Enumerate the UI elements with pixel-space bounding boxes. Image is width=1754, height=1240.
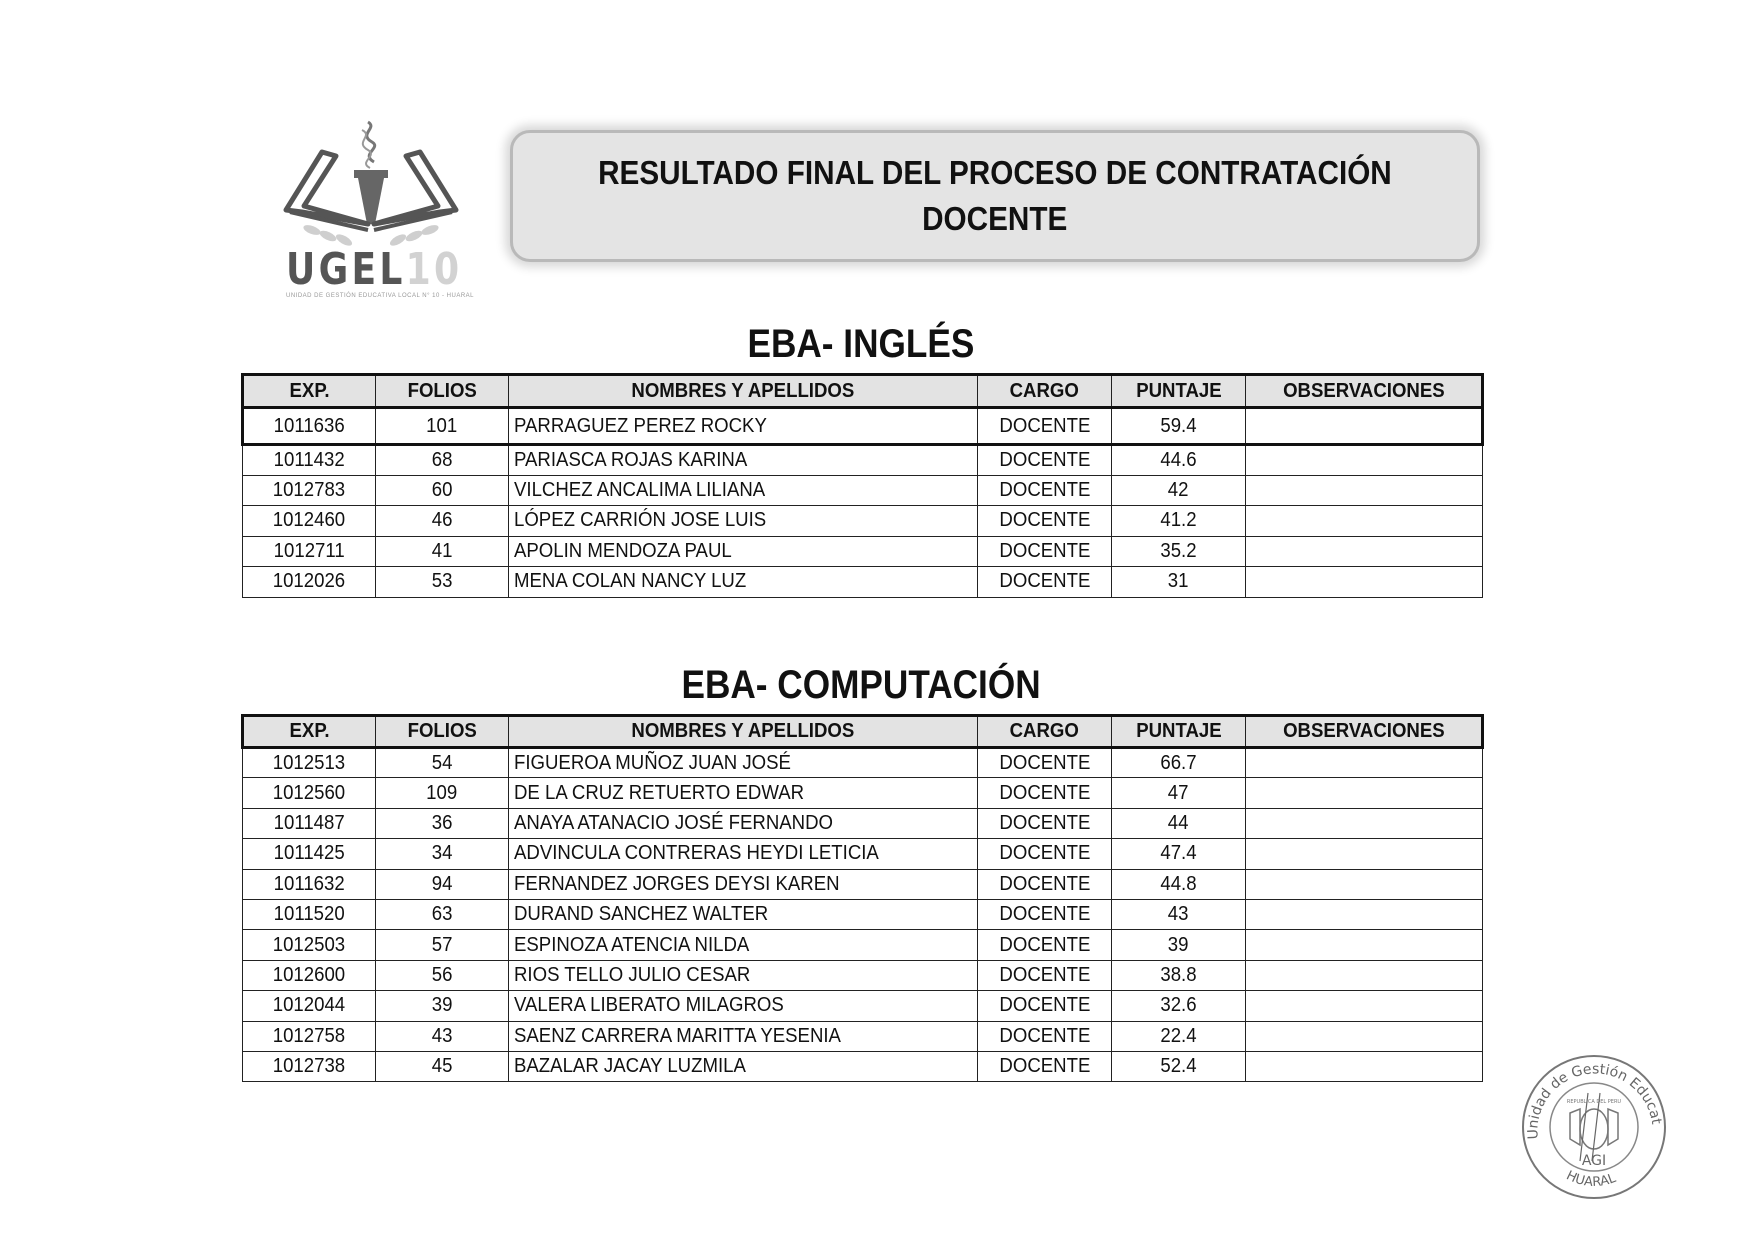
cell-cargo: DOCENTE [978,869,1112,899]
section-title-ingles [241,322,1481,366]
cell-observaciones [1246,869,1483,899]
page-title-line1: RESULTADO FINAL DEL PROCESO DE CONTRATACIÓN [598,154,1392,191]
cell-cargo: DOCENTE [978,778,1112,808]
cell-puntaje: 38.8 [1112,960,1246,990]
table-row [243,408,1483,445]
col-header-puntaje: PUNTAJE [1112,716,1246,748]
cell-cargo: DOCENTE [978,1051,1112,1081]
cell-folios: 68 [376,445,509,476]
cell-puntaje: 31 [1112,567,1246,598]
cell-cargo: DOCENTE [978,960,1112,990]
cell-cargo: DOCENTE [978,748,1112,778]
cell-cargo: DOCENTE [978,1021,1112,1051]
table-row [243,839,1483,869]
col-header-cargo: CARGO [978,375,1112,408]
col-header-observaciones: OBSERVACIONES [1246,716,1483,748]
cell-observaciones [1246,991,1483,1021]
cell-exp: 1012783 [243,475,376,506]
cell-nombre: BAZALAR JACAY LUZMILA [509,1051,978,1081]
cell-observaciones [1246,899,1483,929]
results-table-computacion [241,714,1484,1082]
cell-exp: 1011425 [243,839,376,869]
cell-observaciones [1246,930,1483,960]
cell-observaciones [1246,778,1483,808]
page-title-line2: DOCENTE [922,200,1068,237]
cell-puntaje: 44.8 [1112,869,1246,899]
col-header-observaciones: OBSERVACIONES [1246,375,1483,408]
table-row [243,1051,1483,1081]
table-header-row [243,375,1483,408]
cell-observaciones [1246,1051,1483,1081]
cell-nombre: PARRAGUEZ PEREZ ROCKY [509,408,978,445]
col-header-folios: FOLIOS [376,716,509,748]
cell-exp: 1011432 [243,445,376,476]
table-row [243,475,1483,506]
cell-folios: 39 [376,991,509,1021]
cell-nombre: VALERA LIBERATO MILAGROS [509,991,978,1021]
cell-folios: 53 [376,567,509,598]
table-header-row [243,716,1483,748]
cell-puntaje: 66.7 [1112,748,1246,778]
cell-cargo: DOCENTE [978,930,1112,960]
cell-observaciones [1246,408,1483,445]
cell-cargo: DOCENTE [978,899,1112,929]
cell-exp: 1012460 [243,506,376,537]
cell-folios: 43 [376,1021,509,1051]
cell-nombre: VILCHEZ ANCALIMA LILIANA [509,475,978,506]
col-header-cargo: CARGO [978,716,1112,748]
cell-nombre: FERNANDEZ JORGES DEYSI KAREN [509,869,978,899]
cell-exp: 1012044 [243,991,376,1021]
cell-folios: 45 [376,1051,509,1081]
cell-folios: 109 [376,778,509,808]
cell-folios: 63 [376,899,509,929]
official-seal-stamp [1520,1053,1668,1201]
cell-nombre: PARIASCA ROJAS KARINA [509,445,978,476]
cell-exp: 1012026 [243,567,376,598]
table-row [243,960,1483,990]
table-row [243,899,1483,929]
logo-subtitle: UNIDAD DE GESTIÓN EDUCATIVA LOCAL N° 10 - HUARAL [286,293,474,299]
cell-puntaje: 44.6 [1112,445,1246,476]
cell-observaciones [1246,536,1483,567]
svg-text:HUARAL: HUARAL [1563,1168,1618,1191]
cell-cargo: DOCENTE [978,408,1112,445]
cell-nombre: DURAND SANCHEZ WALTER [509,899,978,929]
col-header-folios: FOLIOS [376,375,509,408]
section-title-computacion [241,663,1481,707]
cell-nombre: FIGUEROA MUÑOZ JUAN JOSÉ [509,748,978,778]
cell-exp: 1011636 [243,408,376,445]
cell-exp: 1012503 [243,930,376,960]
cell-folios: 46 [376,506,509,537]
cell-nombre: RIOS TELLO JULIO CESAR [509,960,978,990]
cell-cargo: DOCENTE [978,567,1112,598]
cell-nombre: ANAYA ATANACIO JOSÉ FERNANDO [509,808,978,838]
seal-icon [1520,1053,1668,1201]
section-title-text: EBA- INGLÉS [747,322,975,366]
logo-word-ugel: UGEL [286,244,406,295]
cell-nombre: APOLIN MENDOZA PAUL [509,536,978,567]
book-torch-icon [282,112,460,252]
cell-cargo: DOCENTE [978,475,1112,506]
col-header-nombres: NOMBRES Y APELLIDOS [509,375,978,408]
cell-puntaje: 52.4 [1112,1051,1246,1081]
cell-puntaje: 59.4 [1112,408,1246,445]
logo-wordmark [286,244,463,295]
cell-folios: 57 [376,930,509,960]
cell-puntaje: 44 [1112,808,1246,838]
cell-folios: 41 [376,536,509,567]
cell-observaciones [1246,445,1483,476]
cell-observaciones [1246,808,1483,838]
cell-folios: 36 [376,808,509,838]
cell-nombre: ESPINOZA ATENCIA NILDA [509,930,978,960]
col-header-nombres: NOMBRES Y APELLIDOS [509,716,978,748]
cell-puntaje: 43 [1112,899,1246,929]
table-row [243,748,1483,778]
cell-folios: 94 [376,869,509,899]
col-header-exp: EXP. [243,716,376,748]
table-row [243,536,1483,567]
cell-folios: 56 [376,960,509,990]
cell-cargo: DOCENTE [978,506,1112,537]
cell-exp: 1012513 [243,748,376,778]
cell-observaciones [1246,839,1483,869]
cell-exp: 1011632 [243,869,376,899]
col-header-puntaje: PUNTAJE [1112,375,1246,408]
cell-observaciones [1246,960,1483,990]
ugel-logo [282,112,474,304]
cell-cargo: DOCENTE [978,808,1112,838]
title-banner [510,130,1480,262]
cell-observaciones [1246,748,1483,778]
cell-observaciones [1246,506,1483,537]
table-row [243,869,1483,899]
results-table-ingles [241,373,1484,598]
cell-exp: 1011487 [243,808,376,838]
cell-nombre: ADVINCULA CONTRERAS HEYDI LETICIA [509,839,978,869]
cell-observaciones [1246,1021,1483,1051]
cell-folios: 34 [376,839,509,869]
table-row [243,778,1483,808]
cell-puntaje: 41.2 [1112,506,1246,537]
cell-puntaje: 22.4 [1112,1021,1246,1051]
table-row [243,1021,1483,1051]
logo-word-number: 10 [405,244,463,295]
table-row [243,930,1483,960]
cell-exp: 1012560 [243,778,376,808]
cell-nombre: LÓPEZ CARRIÓN JOSE LUIS [509,506,978,537]
cell-nombre: MENA COLAN NANCY LUZ [509,567,978,598]
cell-observaciones [1246,567,1483,598]
cell-cargo: DOCENTE [978,536,1112,567]
col-header-exp: EXP. [243,375,376,408]
svg-text:REPUBLICA DEL PERU: REPUBLICA DEL PERU [1566,1099,1622,1105]
cell-observaciones [1246,475,1483,506]
cell-exp: 1012758 [243,1021,376,1051]
svg-text:AGI: AGI [1581,1153,1607,1169]
section-title-text: EBA- COMPUTACIÓN [681,663,1041,707]
table-row [243,506,1483,537]
cell-exp: 1012711 [243,536,376,567]
cell-cargo: DOCENTE [978,445,1112,476]
table-row [243,991,1483,1021]
cell-folios: 54 [376,748,509,778]
cell-exp: 1012600 [243,960,376,990]
cell-puntaje: 47 [1112,778,1246,808]
cell-exp: 1012738 [243,1051,376,1081]
table-row [243,808,1483,838]
cell-cargo: DOCENTE [978,839,1112,869]
cell-puntaje: 35.2 [1112,536,1246,567]
cell-nombre: SAENZ CARRERA MARITTA YESENIA [509,1021,978,1051]
svg-text:Unidad de Gestión Educativa Lo: Unidad de Gestión Educat [1525,1061,1665,1140]
cell-exp: 1011520 [243,899,376,929]
cell-puntaje: 42 [1112,475,1246,506]
cell-folios: 60 [376,475,509,506]
cell-puntaje: 39 [1112,930,1246,960]
table-row [243,445,1483,476]
cell-folios: 101 [376,408,509,445]
table-row [243,567,1483,598]
cell-nombre: DE LA CRUZ RETUERTO EDWAR [509,778,978,808]
cell-puntaje: 32.6 [1112,991,1246,1021]
cell-cargo: DOCENTE [978,991,1112,1021]
cell-puntaje: 47.4 [1112,839,1246,869]
